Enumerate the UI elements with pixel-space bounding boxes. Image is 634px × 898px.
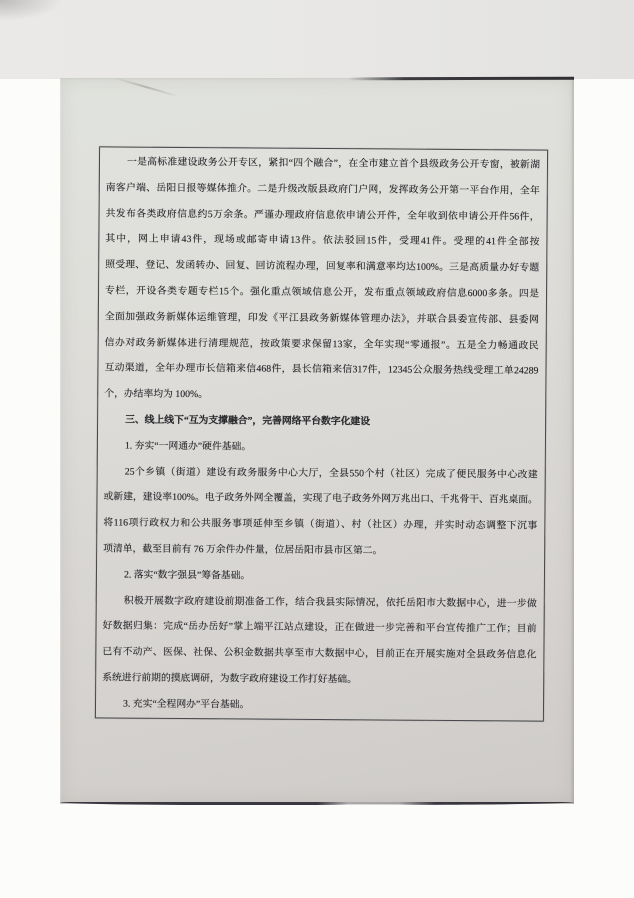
text-line: 照受理、登记、发函转办、回复、回访流程办理，回复率和满意率均达100%。三是高质量办好专题 [105,259,540,274]
text-line: 25个乡镇（街道）建设有政务服务中心大厅，全县550个村（社区）完成了便民服务中心改建 [124,466,538,481]
text-line: 互动渠道，全年办理市长信箱来信468件，县长信箱来信317件，12345公众服务热线受理工单24289 [104,362,539,377]
text-line: 三、线上线下“互为支撑融合”，完善网络平台数字化建设 [125,414,371,428]
text-line: 个，办结率均为 100%。 [104,388,209,401]
document-table-cell [95,146,548,721]
text-line: 或新建，建设率100%。电子政务外网全覆盖，实现了电子政务外网万兆出口、千兆骨干、百兆桌面。 [103,491,538,506]
document-body-text [102,149,540,720]
paper-fold-crease [113,77,179,98]
paper-bottom-edge-shadow [60,802,574,805]
text-line: 信办对政务新媒体进行清理规范，按政策要求保留13家，全年实现“零通报”。五是全力畅通政民 [104,336,539,352]
text-line: 积极开展数字政府建设前期准备工作，结合我县实际情况，依托岳阳市大数据中心，进一步做 [123,595,537,610]
text-line: 一是高标准建设政务公开专区，紧扣“四个融合”，在全市建立首个县级政务公开专窗，被新湖 [126,156,541,171]
text-line: 好数据归集：完成“岳办岳好”掌上端平江站点建设，正在做进一步完善和平台宣传推广工作；目前 [102,620,537,635]
text-line: 3. 充实“全程网办”平台基础。 [122,698,250,711]
text-line: 全面加强政务新媒体运维管理，印发《平江县政务新媒体管理办法》，并联合县委宣传部、县委网 [104,311,539,326]
text-line: 将116项行政权力和公共服务事项延伸至乡镇（街道）、村（社区）办理，并实时动态调整下沉事 [103,517,538,532]
paper-top-edge-shadow [348,77,574,81]
text-line: 专栏，开设各类专题专栏15个。强化重点领域信息公开，发布重点领域政府信息6000多条。四是 [105,285,540,300]
text-line: 南客户端、岳阳日报等媒体推介。二是升级改版县政府门户网，发挥政务公开第一平台作用，全年 [105,182,540,197]
text-line: 其中，网上申请43件，现场或邮寄申请13件。依法驳回15件，受理41件。受理的41件全部按 [105,233,540,248]
text-line: 系统进行前期的摸底调研，为数字政府建设工作打好基础。 [102,672,357,686]
text-line: 1. 夯实“一网通办”硬件基础。 [124,440,252,453]
background-surface [0,0,634,79]
text-line: 2. 落实“数字强县”筹备基础。 [123,569,251,582]
text-line: 共发布各类政府信息约5万余条。严谨办理政府信息依申请公开件，全年收到依申请公开件56件， [105,208,540,223]
text-line: 项清单，截至目前有 76 万余件办件量，位居岳阳市县市区第二。 [103,543,383,557]
text-line: 已有不动产、医保、社保、公积金数据共享至市大数据中心，目前正在开展实施对全县政务信息化 [102,646,537,661]
paper-sheet [60,78,574,804]
